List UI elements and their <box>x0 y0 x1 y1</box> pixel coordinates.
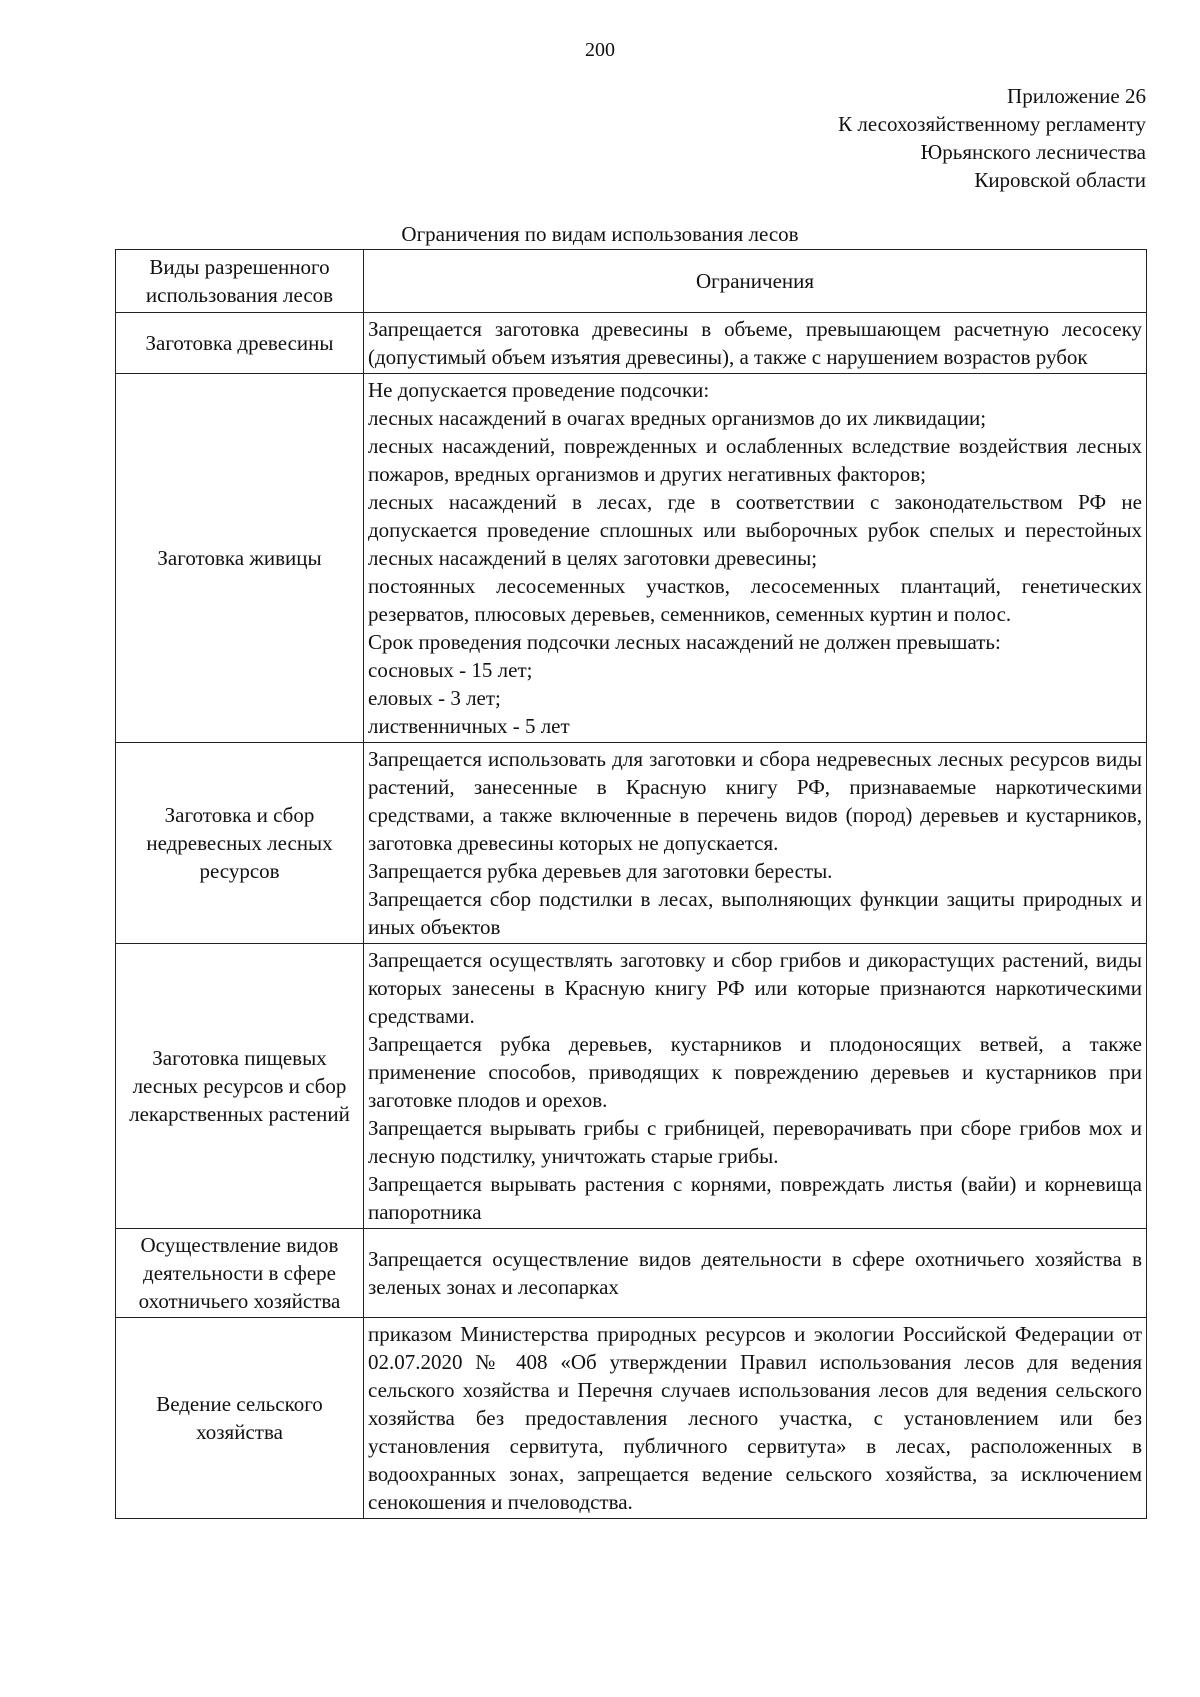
row-kind: Ведение сельского хозяйства <box>116 1318 364 1519</box>
restriction-text: Запрещается использовать для заготовки и сбора недревесных лесных ресурсов виды растений, занесенные в Красную книгу РФ, признаваемые наркотическими средствами, а также включенные в перечень видов (пород) деревьев и кустарников, заготовка древесины которых не допускается. <box>368 747 1142 855</box>
table-row <box>116 1229 1147 1318</box>
row-restrictions <box>364 313 1147 374</box>
table-row <box>116 313 1147 374</box>
row-kind: Заготовка и сбор недревесных лесных ресурсов <box>116 743 364 944</box>
page-number: 200 <box>585 39 615 61</box>
table-row <box>116 743 1147 944</box>
row-restrictions <box>364 743 1147 944</box>
row-restrictions <box>364 374 1147 743</box>
row-kind: Заготовка древесины <box>116 313 364 374</box>
restriction-text: Запрещается рубка деревьев для заготовки бересты. <box>368 859 833 883</box>
restriction-text: Запрещается осуществлять заготовку и сбор грибов и дикорастущих растений, виды которых занесены в Красную книгу РФ или которые признаются наркотическими средствами. <box>368 948 1142 1028</box>
row-restrictions <box>364 944 1147 1229</box>
restriction-text: Запрещается сбор подстилки в лесах, выполняющих функции защиты природных и иных объектов <box>368 887 1142 939</box>
restriction-text: лесных насаждений в очагах вредных организмов до их ликвидации; <box>368 406 987 430</box>
restriction-text: Запрещается вырывать грибы с грибницей, переворачивать при сборе грибов мох и лесную подстилку, уничтожать старые грибы. <box>368 1116 1142 1168</box>
appendix-line-2: К лесохозяйственному регламенту <box>838 112 1146 136</box>
restriction-text: лиственничных - 5 лет <box>368 714 570 738</box>
restrictions-table <box>115 249 1147 1519</box>
table-title: Ограничения по видам использования лесов <box>401 222 799 246</box>
restriction-text: Запрещается заготовка древесины в объеме, превышающем расчетную лесосеку (допустимый объем изъятия древесины), а также с нарушением возрастов рубок <box>368 317 1142 369</box>
appendix-line-1: Приложение 26 <box>1007 84 1146 108</box>
restriction-text: приказом Министерства природных ресурсов и экологии Российской Федерации от 02.07.2020 № 408 «Об утверждении Правил использования лесов для ведения сельского хозяйства и Перечня случаев использования лесов для ведения сельского хозяйства без предоставления лесного участка, с установлением или без установления сервитута, публичного сервитута» в лесах, расположенных в водоохранных зонах, запрещается ведение сельского хозяйства, за исключением сенокошения и пчеловодства. <box>368 1322 1142 1514</box>
table-header-row <box>116 250 1147 313</box>
restriction-text: лесных насаждений в лесах, где в соответствии с законодательством РФ не допускается проведение сплошных или выборочных рубок спелых и перестойных лесных насаждений в целях заготовки древесины; <box>368 490 1142 570</box>
table-row <box>116 1318 1147 1519</box>
row-restrictions <box>364 1318 1147 1519</box>
restriction-text: Запрещается осуществление видов деятельности в сфере охотничьего хозяйства в зеленых зонах и лесопарках <box>368 1247 1142 1299</box>
restriction-text: Запрещается рубка деревьев, кустарников и плодоносящих ветвей, а также применение способов, приводящих к повреждению деревьев и кустарников при заготовке плодов и орехов. <box>368 1032 1142 1112</box>
header-restrictions: Ограничения <box>364 250 1147 313</box>
row-restrictions <box>364 1229 1147 1318</box>
restriction-text: Срок проведения подсочки лесных насаждений не должен превышать: <box>368 630 1001 654</box>
row-kind: Осуществление видов деятельности в сфере охотничьего хозяйства <box>116 1229 364 1318</box>
appendix-heading <box>838 82 1146 194</box>
restriction-text: постоянных лесосеменных участков, лесосеменных плантаций, генетических резерватов, плюсовых деревьев, семенников, семенных куртин и полос. <box>368 574 1142 626</box>
row-kind: Заготовка живицы <box>116 374 364 743</box>
restriction-text: сосновых - 15 лет; <box>368 658 533 682</box>
row-kind: Заготовка пищевых лесных ресурсов и сбор лекарственных растений <box>116 944 364 1229</box>
header-kind: Виды разрешенного использования лесов <box>116 250 364 313</box>
restriction-text: Запрещается вырывать растения с корнями, повреждать листья (вайи) и корневища папоротника <box>368 1172 1142 1224</box>
restriction-text: еловых - 3 лет; <box>368 686 501 710</box>
restriction-text: лесных насаждений, поврежденных и ослабленных вследствие воздействия лесных пожаров, вредных организмов и других негативных факторов; <box>368 434 1142 486</box>
table-row <box>116 944 1147 1229</box>
appendix-line-4: Кировской области <box>974 168 1146 192</box>
appendix-line-3: Юрьянского лесничества <box>920 140 1146 164</box>
restriction-text: Не допускается проведение подсочки: <box>368 378 710 402</box>
table-row <box>116 374 1147 743</box>
